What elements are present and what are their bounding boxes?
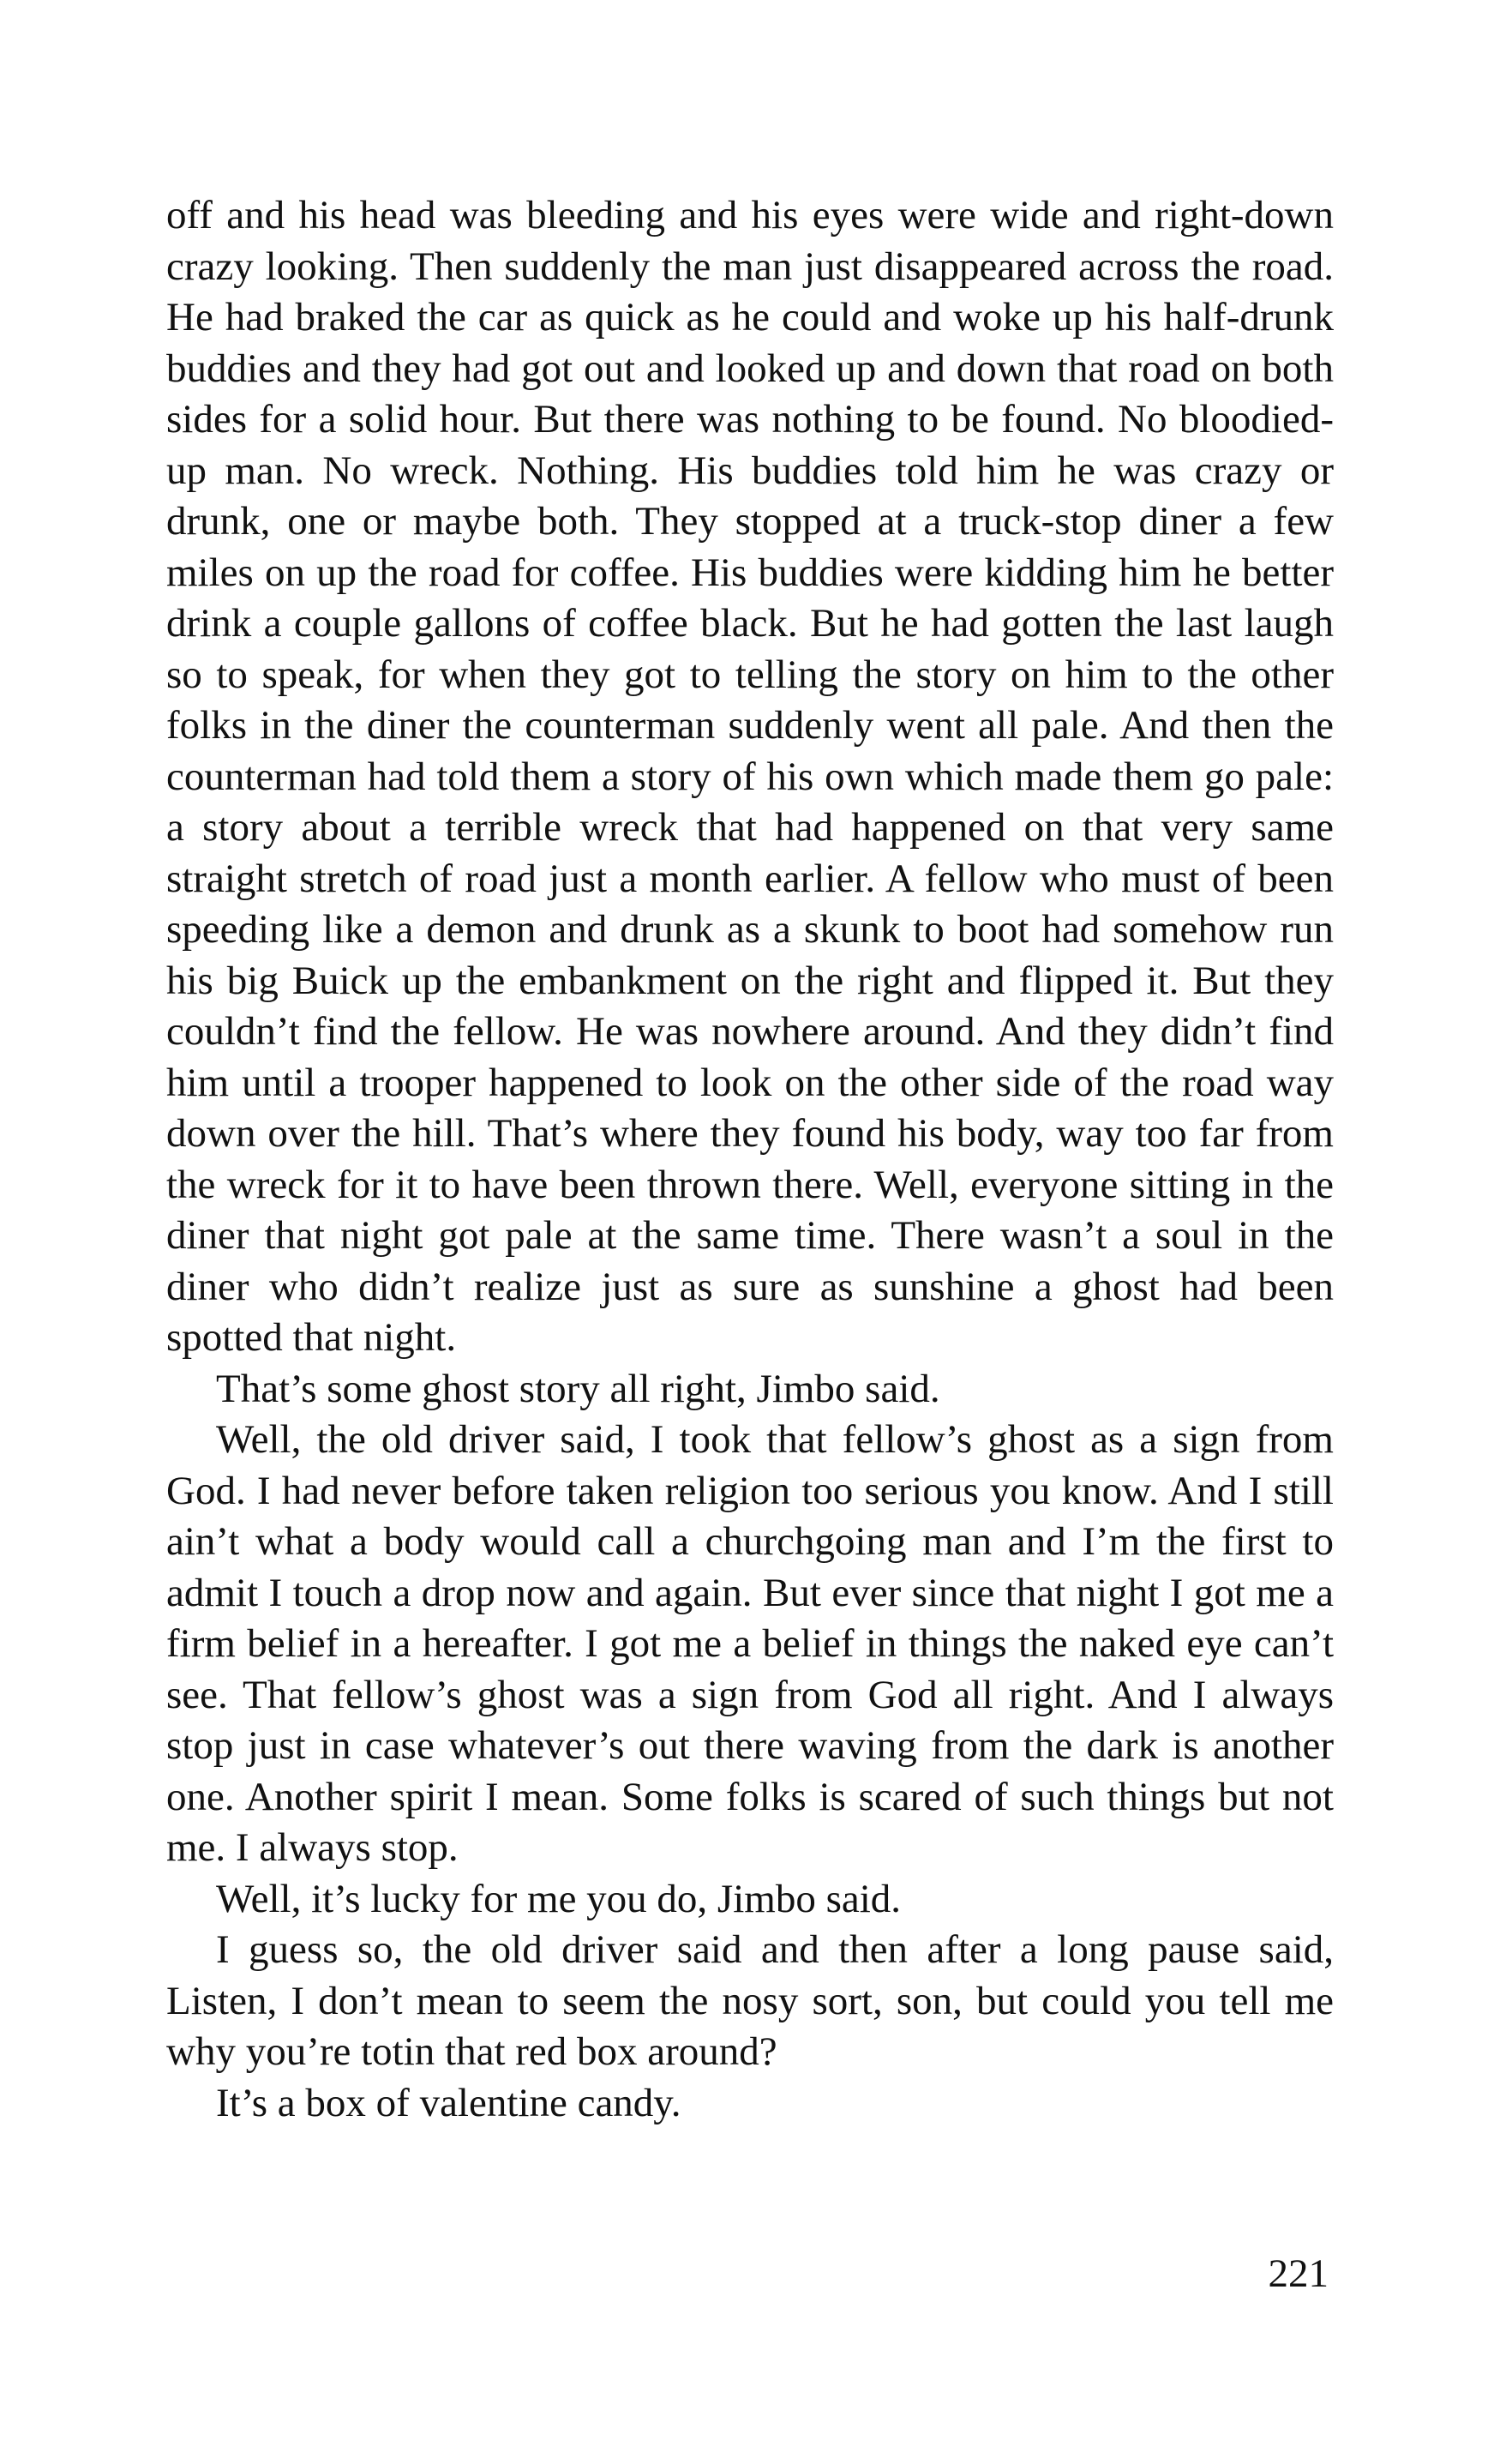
body-text <box>166 190 1334 2129</box>
paragraph-old-driver-sign: Well, the old driver said, I took that fellow’s ghost as a sign from God. I had never before taken religion too serious you know. And I still ain’t what a body would call a churchgoing man and I’m the first to admit I touch a drop now and again. But ever since that night I got me a firm belief in a hereafter. I got me a belief in things the naked eye can’t see. That fellow’s ghost was a sign from God all right. And I always stop just in case whatever’s out there waving from the dark is another one. Another spirit I mean. Some folks is scared of such things but not me. I always stop. <box>166 1417 1334 1870</box>
paragraph-jimbo-ghost-story: That’s some ghost story all right, Jimbo said. <box>216 1366 940 1411</box>
paragraph-continued: off and his head was bleeding and his eyes were wide and right-down crazy looking. Then suddenly the man just disappeared across the road. He had braked the car as quick as he could and woke up his half-drunk buddies and they had got out and looked up and down that road on both sides for a solid hour. But there was nothing to be found. No bloodied-up man. No wreck. Nothing. His buddies told him he was crazy or drunk, one or maybe both. They stopped at a truck-stop diner a few miles on up the road for coffee. His buddies were kidding him he better drink a couple gallons of coffee black. But he had gotten the last laugh so to speak, for when they got to telling the story on him to the other folks in the diner the counterman suddenly went all pale. And then the counterman had told them a story of his own which made them go pale: a story about a terrible wreck that had happened on that very same straight stretch of road just a month earlier. A fellow who must of been speeding like a demon and drunk as a skunk to boot had somehow run his big Buick up the embankment on the right and flipped it. But they couldn’t find the fellow. He was nowhere around. And they didn’t find him until a trooper happened to look on the other side of the road way down over the hill. That’s where they found his body, way too far from the wreck for it to have been thrown there. Well, everyone sitting in the diner that night got pale at the same time. There wasn’t a soul in the diner who didn’t realize just as sure as sunshine a ghost had been spotted that night. <box>166 193 1334 1360</box>
page-number: 221 <box>1268 2251 1329 2296</box>
paragraph-valentine-candy: It’s a box of valentine candy. <box>216 2080 681 2125</box>
paragraph-jimbo-lucky: Well, it’s lucky for me you do, Jimbo said. <box>216 1876 902 1921</box>
paragraph-old-driver-question: I guess so, the old driver said and then after a long pause said, Listen, I don’t mean to seem the nosy sort, son, but could you tell me why you’re totin that red box around? <box>166 1927 1334 2074</box>
